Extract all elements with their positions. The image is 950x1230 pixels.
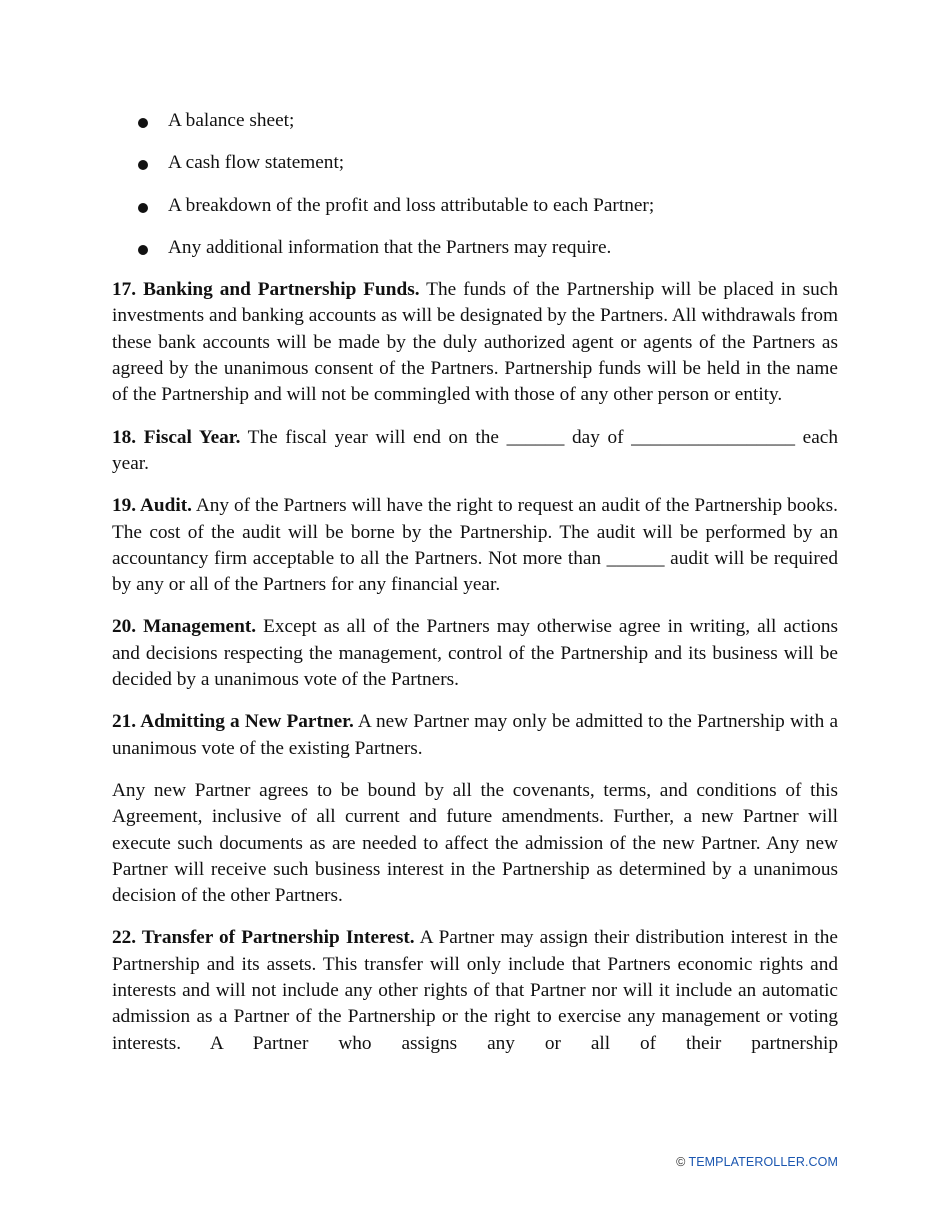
list-item-text: Any additional information that the Partners may require.: [168, 236, 612, 258]
list-item-text: A cash flow statement;: [168, 152, 345, 174]
list-item-text: A balance sheet;: [168, 110, 295, 131]
section-text: Any of the Partners will have the right to request an audit of the Partnership books. The cost of the audit will be borne by the Partnership. The audit will be performed by an accountancy firm acceptable to all the Partners. Not more than ______ audit will be required by any or all of the Partners for any financial year.: [112, 495, 839, 596]
section-new-partner-terms: [112, 778, 838, 909]
section-audit: [112, 493, 838, 598]
document-page: [112, 108, 838, 1073]
section-heading: 18. Fiscal Year.: [112, 426, 241, 448]
bullet-icon: [138, 118, 148, 128]
section-text: The fiscal year will end on the ______ day of _________________ each year.: [112, 426, 838, 474]
bullet-icon: [138, 245, 148, 255]
section-heading: 21. Admitting a New Partner.: [112, 711, 354, 733]
list-item-text: A breakdown of the profit and loss attributable to each Partner;: [168, 194, 655, 216]
list-item: [112, 108, 838, 134]
section-admitting-new-partner: [112, 709, 838, 762]
list-item: [112, 193, 838, 219]
section-text: A new Partner may only be admitted to the Partnership with a unanimous vote of the existing Partners.: [112, 711, 838, 759]
list-item: [112, 235, 838, 261]
bullet-icon: [138, 160, 148, 170]
footer-credit: [676, 1155, 838, 1169]
report-items-list: [112, 108, 838, 261]
section-banking-funds: [112, 277, 838, 408]
copyright-icon: ©: [676, 1155, 686, 1169]
bullet-icon: [138, 203, 148, 213]
section-heading: 22. Transfer of Partnership Interest.: [112, 927, 415, 949]
section-heading: 17. Banking and Partnership Funds.: [112, 279, 420, 301]
section-fiscal-year: [112, 425, 838, 478]
templateroller-link[interactable]: TEMPLATEROLLER.COM: [688, 1155, 838, 1169]
section-transfer-interest: [112, 925, 838, 1056]
section-text: Except as all of the Partners may otherwise agree in writing, all actions and decisions respecting the management, control of the Partnership and its business will be decided by a unanimous vote of the Partners.: [112, 616, 838, 691]
section-heading: 19. Audit.: [112, 495, 192, 517]
list-item: [112, 150, 838, 176]
section-text: A Partner may assign their distribution interest in the Partnership and its assets. This transfer will only include that Partners economic rights and interests and will not include any other rights of that Partner nor will it include an automatic admission as a Partner of the Partnership or the right to exercise any management or voting interests. A Partner who assigns any or all of their partnership: [112, 927, 838, 1054]
section-text: The funds of the Partnership will be placed in such investments and banking accounts as will be designated by the Partners. All withdrawals from these bank accounts will be made by the duly authorized agent or agents of the Partners as agreed by the unanimous consent of the Partners. Partnership funds will be held in the name of the Partnership and will not be commingled with those of any other person or entity.: [112, 279, 838, 406]
section-text: Any new Partner agrees to be bound by all the covenants, terms, and conditions of this Agreement, inclusive of all current and future amendments. Further, a new Partner will execute such documents as are needed to affect the admission of the new Partner. Any new Partner will receive such business interest in the Partnership as determined by a unanimous decision of the other Partners.: [112, 779, 838, 907]
section-heading: 20. Management.: [112, 616, 257, 638]
section-management: [112, 614, 838, 693]
